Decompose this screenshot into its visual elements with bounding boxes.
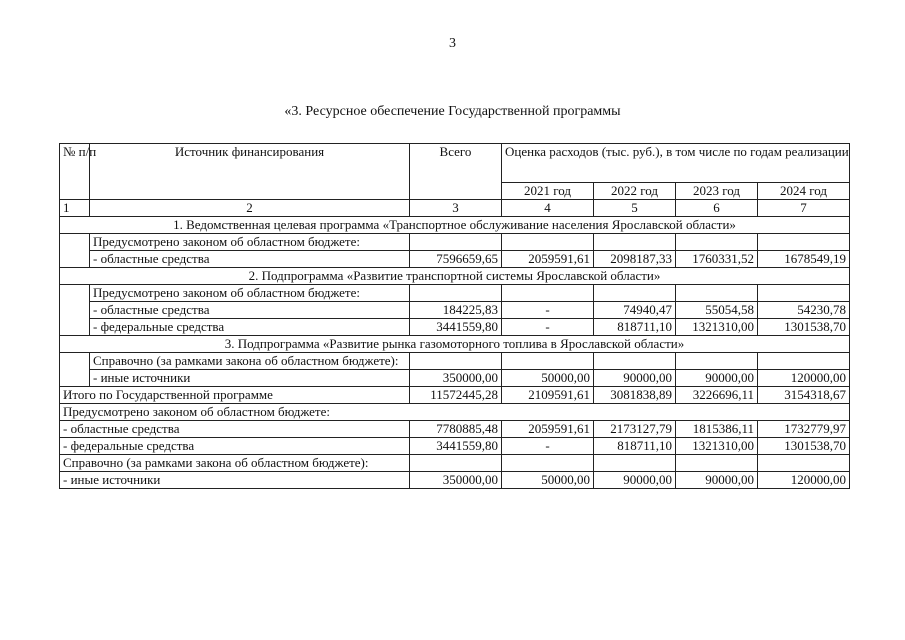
cell-value: 2098187,33 (594, 251, 676, 268)
cell-value: 1321310,00 (676, 319, 758, 336)
cell-value: 74940,47 (594, 302, 676, 319)
provided-label: Предусмотрено законом об областном бюджете: (60, 404, 850, 421)
table-row (60, 472, 850, 489)
section-title-row (60, 268, 850, 285)
row-label: - областные средства (90, 251, 410, 268)
cell-value: 3226696,11 (676, 387, 758, 404)
reference-label: Справочно (за рамками закона об областном бюджете): (90, 353, 410, 370)
row-label: - федеральные средства (60, 438, 410, 455)
cell-value: 2173127,79 (594, 421, 676, 438)
column-number: 7 (758, 200, 850, 217)
document-title: «3. Ресурсное обеспечение Государственной программы (284, 104, 621, 119)
table-row (60, 251, 850, 268)
cell-value: 90000,00 (594, 370, 676, 387)
cell-value: 90000,00 (676, 370, 758, 387)
column-number: 1 (60, 200, 90, 217)
cell-value: 2059591,61 (502, 421, 594, 438)
cell-value: 2109591,61 (502, 387, 594, 404)
cell-value: 7596659,65 (410, 251, 502, 268)
table-row (60, 353, 850, 370)
resource-table (59, 143, 850, 489)
totals-label: Итого по Государственной программе (60, 387, 410, 404)
cell-value: - (502, 319, 594, 336)
table-row (60, 234, 850, 251)
row-label: - областные средства (60, 421, 410, 438)
provided-label: Предусмотрено законом об областном бюджете: (90, 234, 410, 251)
cell-value: 1732779,97 (758, 421, 850, 438)
header-year: 2023 год (676, 183, 758, 200)
cell-value: 7780885,48 (410, 421, 502, 438)
totals-row (60, 387, 850, 404)
cell-value: 50000,00 (502, 370, 594, 387)
cell-value: 1301538,70 (758, 319, 850, 336)
row-label: - федеральные средства (90, 319, 410, 336)
row-label: - областные средства (90, 302, 410, 319)
cell-value: 2059591,61 (502, 251, 594, 268)
table-row (60, 285, 850, 302)
cell-value: 120000,00 (758, 370, 850, 387)
row-label: - иные источники (60, 472, 410, 489)
cell-value: 120000,00 (758, 472, 850, 489)
table-row (60, 421, 850, 438)
cell-value: 3441559,80 (410, 438, 502, 455)
table-row (60, 319, 850, 336)
cell-value: 1815386,11 (676, 421, 758, 438)
cell-value: 3154318,67 (758, 387, 850, 404)
section-title: 1. Ведомственная целевая программа «Транспортное обслуживание населения Ярославской области» (60, 217, 850, 234)
cell-value: 90000,00 (676, 472, 758, 489)
cell-value: 55054,58 (676, 302, 758, 319)
cell-value: 3441559,80 (410, 319, 502, 336)
table-header-row (60, 144, 850, 183)
header-year: 2022 год (594, 183, 676, 200)
cell-value: 184225,83 (410, 302, 502, 319)
provided-label: Предусмотрено законом об областном бюджете: (90, 285, 410, 302)
header-no: № п/п (60, 144, 90, 200)
cell-value: 1760331,52 (676, 251, 758, 268)
section-title-row (60, 336, 850, 353)
table-row (60, 370, 850, 387)
page-number: 3 (449, 36, 456, 51)
column-number: 4 (502, 200, 594, 217)
table-row (60, 455, 850, 472)
cell-value: 818711,10 (594, 319, 676, 336)
cell-value: 3081838,89 (594, 387, 676, 404)
cell-value: 1301538,70 (758, 438, 850, 455)
header-estimate: Оценка расходов (тыс. руб.), в том числе по годам реализации (502, 144, 850, 183)
header-total: Всего (410, 144, 502, 200)
section-title: 2. Подпрограмма «Развитие транспортной системы Ярославской области» (60, 268, 850, 285)
column-number: 2 (90, 200, 410, 217)
cell-value: 90000,00 (594, 472, 676, 489)
table-row (60, 302, 850, 319)
column-number-row (60, 200, 850, 217)
cell-value: 350000,00 (410, 472, 502, 489)
table-row (60, 438, 850, 455)
cell-value: 1321310,00 (676, 438, 758, 455)
cell-value: 54230,78 (758, 302, 850, 319)
section-title-row (60, 217, 850, 234)
column-number: 5 (594, 200, 676, 217)
cell-value: 50000,00 (502, 472, 594, 489)
row-label: - иные источники (90, 370, 410, 387)
column-number: 6 (676, 200, 758, 217)
cell-value: 350000,00 (410, 370, 502, 387)
reference-label: Справочно (за рамками закона об областном бюджете): (60, 455, 410, 472)
section-title: 3. Подпрограмма «Развитие рынка газомоторного топлива в Ярославской области» (60, 336, 850, 353)
cell-value: - (502, 438, 594, 455)
header-source: Источник финансирования (90, 144, 410, 200)
cell-value: - (502, 302, 594, 319)
cell-value: 1678549,19 (758, 251, 850, 268)
cell-value: 11572445,28 (410, 387, 502, 404)
header-year: 2021 год (502, 183, 594, 200)
column-number: 3 (410, 200, 502, 217)
cell-value: 818711,10 (594, 438, 676, 455)
table-row (60, 404, 850, 421)
header-year: 2024 год (758, 183, 850, 200)
